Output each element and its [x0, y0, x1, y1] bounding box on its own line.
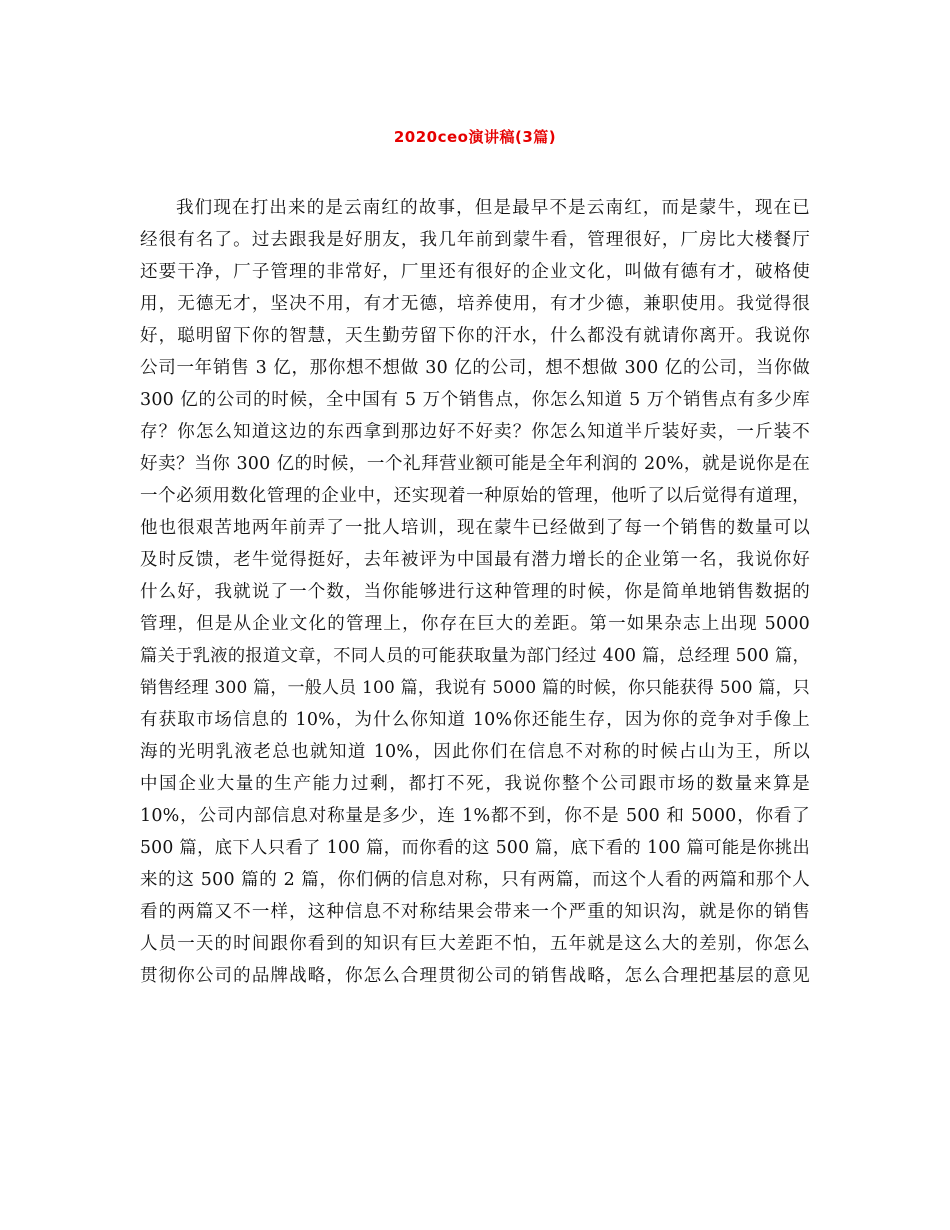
text-line: 什么好，我就说了一个数，当你能够进行这种管理的时候，你是简单地销售数据的 — [140, 582, 810, 602]
text-line: 300 亿的公司的时候，全中国有 5 万个销售点，你怎么知道 5 万个销售点有多少库 — [140, 390, 810, 410]
text-line: 经很有名了。过去跟我是好朋友，我几年前到蒙牛看，管理很好，厂房比大楼餐厅 — [140, 230, 810, 250]
text-line: 10%，公司内部信息对称量是多少，连 1%都不到，你不是 500 和 5000，你看了 — [140, 806, 810, 826]
text-line: 贯彻你公司的品牌战略，你怎么合理贯彻公司的销售战略，怎么合理把基层的意见 — [140, 966, 810, 986]
text-line: 存？你怎么知道这边的东西拿到那边好不好卖？你怎么知道半斤装好卖，一斤装不 — [140, 422, 810, 442]
text-line: 好，聪明留下你的智慧，天生勤劳留下你的汗水，什么都没有就请你离开。我说你 — [140, 326, 810, 346]
document-title: 2020ceo演讲稿(3篇) — [393, 128, 557, 146]
text-line: 好卖？当你 300 亿的时候，一个礼拜营业额可能是全年利润的 20%，就是说你是在 — [140, 454, 810, 474]
text-line: 公司一年销售 3 亿，那你想不想做 30 亿的公司，想不想做 300 亿的公司，当你做 — [140, 358, 810, 378]
text-line: 他也很艰苦地两年前弄了一批人培训，现在蒙牛已经做到了每一个销售的数量可以 — [140, 518, 810, 538]
text-line: 有获取市场信息的 10%，为什么你知道 10%你还能生存，因为你的竞争对手像上 — [140, 710, 810, 730]
document-body — [140, 192, 810, 992]
text-line: 及时反馈，老牛觉得挺好，去年被评为中国最有潜力增长的企业第一名，我说你好 — [140, 550, 810, 570]
text-line: 中国企业大量的生产能力过剩，都打不死，我说你整个公司跟市场的数量来算是 — [140, 774, 810, 794]
text-line: 销售经理 300 篇，一般人员 100 篇，我说有 5000 篇的时候，你只能获得 500 篇，只 — [140, 678, 810, 698]
text-line: 看的两篇又不一样，这种信息不对称结果会带来一个严重的知识沟，就是你的销售 — [140, 902, 810, 922]
text-line: 500 篇，底下人只看了 100 篇，而你看的这 500 篇，底下看的 100 篇可能是你挑出 — [140, 838, 810, 858]
text-line: 用，无德无才，坚决不用，有才无德，培养使用，有才少德，兼职使用。我觉得很 — [140, 294, 810, 314]
text-line: 一个必须用数化管理的企业中，还实现着一种原始的管理，他听了以后觉得有道理， — [140, 486, 810, 506]
text-line: 还要干净，厂子管理的非常好，厂里还有很好的企业文化，叫做有德有才，破格使 — [140, 262, 810, 282]
text-line: 管理，但是从企业文化的管理上，你存在巨大的差距。第一如果杂志上出现 5000 — [140, 614, 810, 634]
text-line: 人员一天的时间跟你看到的知识有巨大差距不怕，五年就是这么大的差别，你怎么 — [140, 934, 810, 954]
text-line: 我们现在打出来的是云南红的故事，但是最早不是云南红，而是蒙牛，现在已 — [176, 198, 810, 218]
text-line: 海的光明乳液老总也就知道 10%，因此你们在信息不对称的时候占山为王，所以 — [140, 742, 810, 762]
text-line: 篇关于乳液的报道文章，不同人员的可能获取量为部门经过 400 篇，总经理 500 篇， — [140, 646, 810, 666]
text-line: 来的这 500 篇的 2 篇，你们俩的信息对称，只有两篇，而这个人看的两篇和那个人 — [140, 870, 810, 890]
